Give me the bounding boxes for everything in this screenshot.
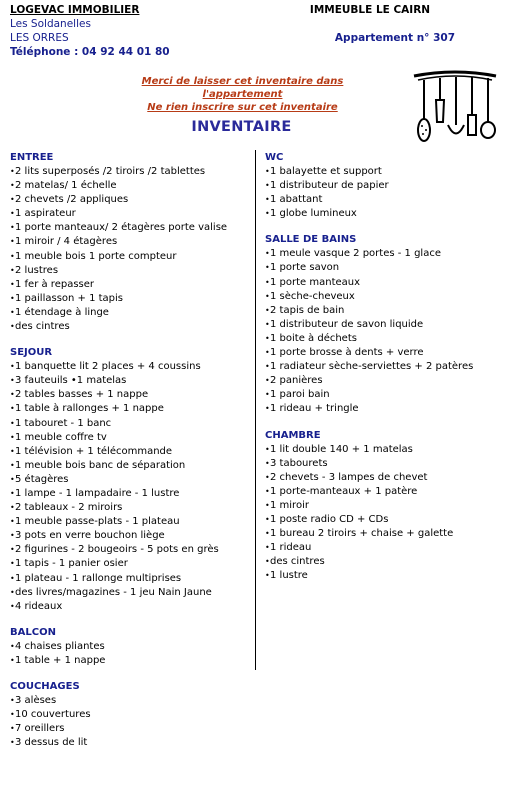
bullet-icon: • — [265, 472, 270, 482]
list-item — [10, 586, 250, 600]
list-item — [265, 247, 505, 261]
list-item — [265, 513, 505, 527]
item-text: 1 aspirateur — [15, 208, 76, 220]
item-text: 3 fauteuils •1 matelas — [15, 375, 127, 387]
bullet-icon: • — [265, 390, 270, 400]
section-title: WC — [265, 152, 284, 163]
bullet-icon: • — [10, 545, 15, 555]
bullet-icon: • — [10, 279, 15, 289]
list-item — [10, 600, 250, 614]
item-text: 1 balayette et support — [270, 166, 382, 177]
list-item — [10, 722, 250, 736]
town-name: LES ORRES — [10, 32, 69, 44]
item-text: 5 étagères — [15, 473, 69, 485]
list-item — [10, 694, 250, 708]
list-item — [265, 193, 505, 207]
item-text: 2 chevets - 3 lampes de chevet — [270, 471, 428, 483]
item-text: 1 porte savon — [270, 262, 340, 274]
item-text: 1 étendage à linge — [15, 306, 109, 318]
apartment-number: Appartement n° 307 — [334, 32, 455, 44]
list-item — [10, 431, 250, 445]
bullet-icon: • — [265, 557, 270, 567]
item-text: 10 couvertures — [15, 709, 91, 721]
item-text: 1 rideau + tringle — [270, 403, 359, 415]
section-wc — [265, 151, 505, 221]
item-text: 3 alèses — [15, 695, 57, 706]
bullet-icon: • — [265, 181, 270, 191]
item-text: 3 tabourets — [270, 457, 328, 469]
item-text: 1 banquette lit 2 places + 4 coussins — [15, 361, 201, 373]
item-text: 1 rideau — [270, 542, 312, 554]
list-item — [10, 165, 250, 179]
list-item — [10, 402, 250, 416]
item-text: 1 sèche-cheveux — [270, 290, 355, 302]
left-column — [10, 151, 250, 762]
item-text: 2 lustres — [15, 264, 59, 276]
bullet-icon: • — [265, 263, 270, 273]
list-item — [10, 235, 250, 249]
item-text: 4 chaises pliantes — [15, 640, 105, 652]
list-item — [10, 320, 250, 334]
list-item — [10, 515, 250, 529]
bullet-icon: • — [10, 587, 15, 597]
item-text: 1 porte manteaux/ 2 étagères porte valise — [15, 222, 228, 234]
bullet-icon: • — [265, 571, 270, 581]
item-text: des cintres — [270, 556, 325, 568]
notice-line-2: Ne rien inscrire sur cet inventaire — [147, 102, 338, 113]
bullet-icon: • — [10, 362, 15, 372]
list-item — [265, 360, 505, 374]
item-text: 1 lit double 140 + 1 matelas — [270, 443, 413, 455]
notice-line-1: Merci de laisser cet inventaire dans l'appartement — [141, 76, 344, 100]
item-text: 4 rideaux — [15, 600, 63, 612]
item-text: 1 télévision + 1 télécommande — [15, 445, 173, 457]
bullet-icon: • — [10, 474, 15, 484]
section-title: ENTREE — [10, 152, 54, 163]
item-text: 1 tapis - 1 panier osier — [15, 558, 128, 570]
page-title: INVENTAIRE — [191, 119, 292, 135]
bullet-icon: • — [10, 655, 15, 665]
list-item — [10, 459, 250, 473]
bullet-icon: • — [10, 307, 15, 317]
bullet-icon: • — [10, 293, 15, 303]
list-item — [10, 487, 250, 501]
item-text: 1 distributeur de papier — [270, 180, 389, 192]
bullet-icon: • — [10, 167, 15, 176]
item-text: 1 radiateur sèche-serviettes + 2 patères — [270, 361, 474, 373]
item-text: 2 lits superposés /2 tiroirs /2 tablettes — [15, 166, 206, 177]
bullet-icon: • — [265, 444, 270, 454]
list-item — [265, 207, 505, 221]
item-text: 2 chevets /2 appliques — [15, 194, 129, 206]
bullet-icon: • — [10, 237, 15, 247]
item-text: 1 table + 1 nappe — [15, 654, 106, 666]
list-item — [265, 179, 505, 193]
section-title: COUCHAGES — [10, 681, 80, 692]
section-title: SEJOUR — [10, 347, 53, 359]
bullet-icon: • — [10, 181, 15, 191]
item-text: 1 paroi bain — [270, 389, 330, 401]
item-text: 1 paillasson + 1 tapis — [15, 292, 124, 304]
bullet-icon: • — [10, 195, 15, 205]
bullet-icon: • — [10, 460, 15, 470]
list-item — [265, 569, 505, 583]
section-chambre — [265, 429, 505, 584]
list-item — [265, 261, 505, 275]
item-text: 1 porte manteaux — [270, 276, 361, 288]
section-couchages — [10, 680, 250, 750]
list-item — [10, 529, 250, 543]
bullet-icon: • — [10, 390, 15, 400]
agency-header — [10, 3, 170, 59]
notice — [100, 75, 385, 114]
item-text: 7 oreillers — [15, 723, 65, 735]
item-text: 2 figurines - 2 bougeoirs - 5 pots en grès — [15, 544, 219, 556]
bullet-icon: • — [265, 376, 270, 386]
list-item — [265, 485, 505, 499]
list-item — [265, 527, 505, 541]
item-text: 1 distributeur de savon liquide — [270, 318, 424, 330]
item-text: 2 tapis de bain — [270, 304, 345, 316]
list-item — [265, 374, 505, 388]
section-balcon — [10, 626, 250, 668]
bullet-icon: • — [10, 265, 15, 275]
item-text: 1 lustre — [270, 570, 308, 582]
section-entree — [10, 151, 250, 334]
list-item — [10, 179, 250, 193]
list-item — [10, 501, 250, 515]
item-text: 1 tabouret - 1 banc — [15, 417, 112, 429]
list-item — [10, 278, 250, 292]
bullet-icon: • — [10, 696, 15, 705]
bullet-icon: • — [10, 710, 15, 720]
item-text: 1 meuble coffre tv — [15, 431, 107, 443]
item-text: 1 abattant — [270, 194, 323, 206]
list-item — [10, 306, 250, 320]
item-text: 1 porte brosse à dents + verre — [270, 347, 424, 359]
item-text: 1 poste radio CD + CDs — [270, 513, 389, 525]
list-item — [265, 276, 505, 290]
section-title: SALLE DE BAINS — [265, 234, 357, 246]
bullet-icon: • — [10, 432, 15, 442]
list-item — [10, 292, 250, 306]
item-text: 1 lampe - 1 lampadaire - 1 lustre — [15, 487, 180, 499]
item-text: 1 meuble passe-plats - 1 plateau — [15, 516, 180, 528]
bullet-icon: • — [10, 601, 15, 611]
bullet-icon: • — [10, 322, 15, 332]
bullet-icon: • — [265, 209, 270, 219]
list-item — [265, 388, 505, 402]
list-item — [10, 654, 250, 668]
item-text: 2 tableaux - 2 miroirs — [15, 502, 123, 514]
bullet-icon: • — [265, 543, 270, 553]
column-divider — [255, 150, 256, 670]
bullet-icon: • — [10, 376, 15, 386]
bullet-icon: • — [10, 251, 15, 261]
list-item — [265, 290, 505, 304]
bullet-icon: • — [10, 223, 15, 233]
item-text: 1 table à rallonges + 1 nappe — [15, 403, 164, 415]
residence-name: Les Soldanelles — [10, 18, 91, 30]
bullet-icon: • — [265, 458, 270, 468]
item-text: des cintres — [15, 321, 70, 333]
bullet-icon: • — [10, 517, 15, 527]
list-item — [10, 473, 250, 487]
bullet-icon: • — [265, 529, 270, 539]
item-text: 2 tables basses + 1 nappe — [15, 389, 149, 401]
bullet-icon: • — [265, 362, 270, 372]
bullet-icon: • — [10, 488, 15, 498]
bullet-icon: • — [10, 559, 15, 569]
bullet-icon: • — [10, 209, 15, 219]
item-text: 1 miroir — [270, 499, 309, 511]
item-text: 2 panières — [270, 375, 323, 387]
list-item — [10, 543, 250, 557]
list-item — [10, 417, 250, 431]
list-item — [265, 332, 505, 346]
bullet-icon: • — [265, 167, 270, 176]
item-text: 1 fer à repasser — [15, 278, 95, 290]
building-name: IMMEUBLE LE CAIRN — [309, 4, 431, 16]
bullet-icon: • — [10, 404, 15, 414]
bullet-icon: • — [10, 641, 15, 651]
item-text: 1 meuble bois banc de séparation — [15, 459, 186, 471]
item-text: 1 meuble bois 1 porte compteur — [15, 250, 177, 262]
item-text: 1 bureau 2 tiroirs + chaise + galette — [270, 528, 454, 540]
property-header — [285, 3, 455, 45]
list-item — [265, 443, 505, 457]
bullet-icon: • — [10, 738, 15, 748]
list-item — [10, 360, 250, 374]
item-text: 1 plateau - 1 rallonge multiprises — [15, 572, 182, 584]
bullet-icon: • — [265, 514, 270, 524]
bullet-icon: • — [265, 305, 270, 315]
bullet-icon: • — [10, 724, 15, 734]
bullet-icon: • — [265, 348, 270, 358]
item-text: 3 pots en verre bouchon liège — [15, 530, 165, 542]
item-text: 2 matelas/ 1 échelle — [15, 180, 117, 192]
item-text: 1 porte-manteaux + 1 patère — [270, 485, 418, 497]
item-text: 1 boite à déchets — [270, 332, 357, 344]
list-item — [10, 374, 250, 388]
bullet-icon: • — [265, 277, 270, 287]
list-item — [265, 402, 505, 416]
list-item — [265, 304, 505, 318]
bullet-icon: • — [265, 291, 270, 301]
list-item — [10, 388, 250, 402]
list-item — [265, 555, 505, 569]
item-text: 3 dessus de lit — [15, 737, 88, 749]
list-item — [10, 445, 250, 459]
list-item — [265, 165, 505, 179]
list-item — [10, 207, 250, 221]
section-title: BALCON — [10, 626, 56, 638]
list-item — [265, 457, 505, 471]
list-item — [265, 318, 505, 332]
bullet-icon: • — [265, 319, 270, 329]
list-item — [10, 572, 250, 586]
company-name: LOGEVAC IMMOBILIER — [10, 4, 140, 16]
section-salle-de-bains — [265, 233, 505, 416]
list-item — [10, 250, 250, 264]
bullet-icon: • — [265, 404, 270, 414]
bullet-icon: • — [10, 531, 15, 541]
right-column — [265, 151, 505, 595]
bullet-icon: • — [10, 446, 15, 456]
bullet-icon: • — [10, 418, 15, 428]
section-title: CHAMBRE — [265, 429, 321, 441]
list-item — [10, 193, 250, 207]
phone-number: Téléphone : 04 92 44 01 80 — [10, 46, 170, 58]
list-item — [265, 471, 505, 485]
bullet-icon: • — [265, 500, 270, 510]
item-text: des livres/magazines - 1 jeu Nain Jaune — [15, 586, 212, 598]
list-item — [10, 221, 250, 235]
list-item — [10, 557, 250, 571]
list-item — [10, 640, 250, 654]
list-item — [10, 264, 250, 278]
item-text: 1 miroir / 4 étagères — [15, 236, 118, 248]
list-item — [10, 736, 250, 750]
item-text: 1 globe lumineux — [270, 208, 357, 220]
section-sejour — [10, 346, 250, 614]
list-item — [265, 499, 505, 513]
item-text: 1 meule vasque 2 portes - 1 glace — [270, 248, 441, 260]
bullet-icon: • — [265, 249, 270, 259]
list-item — [265, 346, 505, 360]
list-item — [10, 708, 250, 722]
bullet-icon: • — [265, 486, 270, 496]
bullet-icon: • — [10, 503, 15, 513]
bullet-icon: • — [265, 333, 270, 343]
list-item — [265, 541, 505, 555]
bullet-icon: • — [265, 195, 270, 205]
bullet-icon: • — [10, 573, 15, 583]
